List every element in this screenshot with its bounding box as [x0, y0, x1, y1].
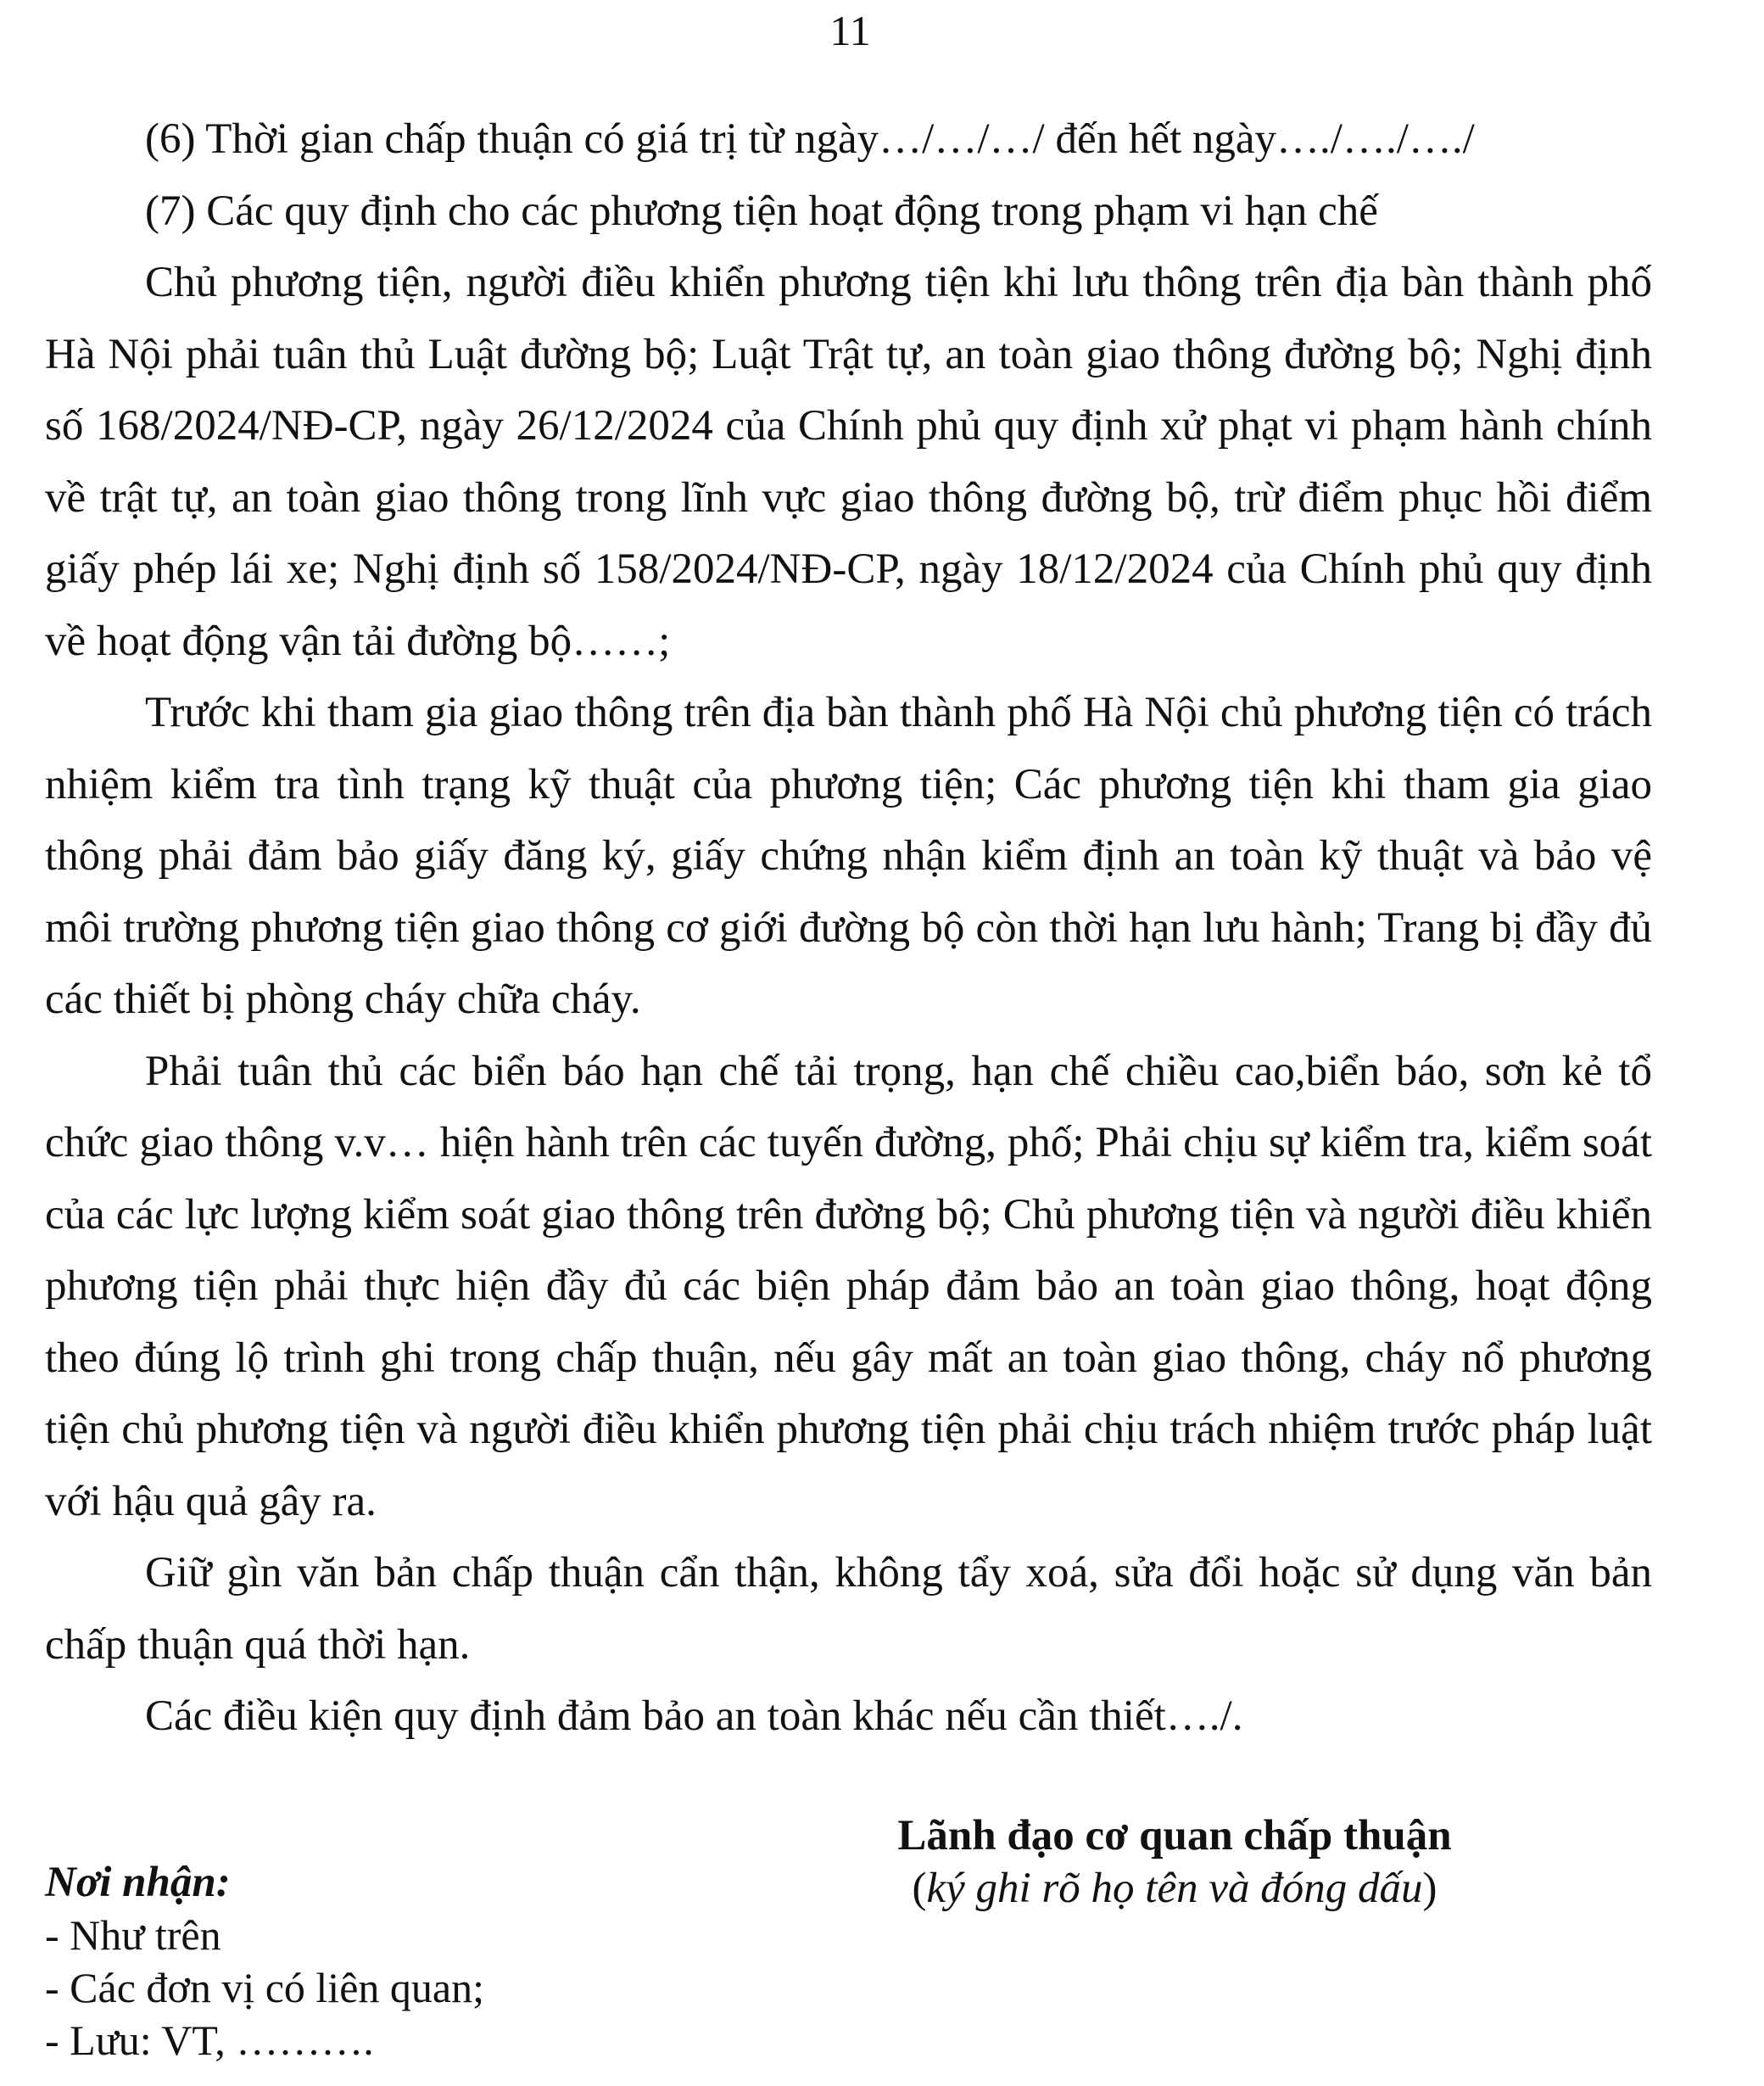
recipients-block: [45, 1856, 808, 2066]
paragraph-traffic-signs: Phải tuân thủ các biển báo hạn chế tải trọng, hạn chế chiều cao,biển báo, sơn kẻ tổ chức giao thông v.v… hiện hành trên các tuyến đường, phố; Phải chịu sự kiểm tra, kiểm soát của các lực lượng kiểm soát giao thông trên đường bộ; Chủ phương tiện và người điều khiển phương tiện phải thực hiện đầy đủ các biện pháp đảm bảo an toàn giao thông, hoạt động theo đúng lộ trình ghi trong chấp thuận, nếu gây mất an toàn giao thông, cháy nổ phương tiện chủ phương tiện và người điều khiển phương tiện phải chịu trách nhiệm trước pháp luật với hậu quả gây ra.: [45, 1047, 1652, 1525]
paragraph-approval-period: (6) Thời gian chấp thuận có giá trị từ ngày…/…/…/ đến hết ngày…./…./…./: [145, 115, 1475, 163]
signature-title: Lãnh đạo cơ quan chấp thuận: [897, 1812, 1452, 1860]
paragraph-legal-compliance: Chủ phương tiện, người điều khiển phương tiện khi lưu thông trên địa bàn thành phố Hà Nội phải tuân thủ Luật đường bộ; Luật Trật tự, an toàn giao thông đường bộ; Nghị định số 168/2024/NĐ-CP, ngày 26/12/2024 của Chính phủ quy định xử phạt vi phạm hành chính về trật tự, an toàn giao thông trong lĩnh vực giao thông đường bộ, trừ điểm phục hồi điểm giấy phép lái xe; Nghị định số 158/2024/NĐ-CP, ngày 18/12/2024 của Chính phủ quy định về hoạt động vận tải đường bộ……;: [45, 259, 1652, 665]
paragraph-vehicle-inspection: Trước khi tham gia giao thông trên địa bàn thành phố Hà Nội chủ phương tiện có trách nhiệm kiểm tra tình trạng kỹ thuật của phương tiện; Các phương tiện khi tham gia giao thông phải đảm bảo giấy đăng ký, giấy chứng nhận kiểm định an toàn kỹ thuật và bảo vệ môi trường phương tiện giao thông cơ giới đường bộ còn thời hạn lưu hành; Trang bị đầy đủ các thiết bị phòng cháy chữa cháy.: [45, 689, 1652, 1023]
signature-note-open: (: [912, 1865, 927, 1912]
paragraph-other-conditions: Các điều kiện quy định đảm bảo an toàn khác nếu cần thiết…./.: [145, 1692, 1243, 1740]
signature-note-text: ký ghi rõ họ tên và đóng dấu: [926, 1865, 1423, 1912]
paragraph-document-preservation: Giữ gìn văn bản chấp thuận cẩn thận, không tẩy xoá, sửa đổi hoặc sử dụng văn bản chấp thuận quá thời hạn.: [45, 1549, 1652, 1669]
signature-note: [848, 1862, 1501, 1915]
document-body: [45, 103, 1652, 1753]
recipient-item: - Như trên: [45, 1911, 221, 1959]
recipients-heading: Nơi nhận:: [45, 1859, 231, 1906]
page-number: 11: [829, 7, 871, 54]
recipient-item: - Lưu: VT, ……….: [45, 2016, 374, 2064]
signature-block: [848, 1809, 1501, 1915]
signature-note-close: ): [1422, 1865, 1437, 1912]
paragraph-regulations-heading: (7) Các quy định cho các phương tiện hoạt động trong phạm vi hạn chế: [145, 187, 1378, 235]
recipient-item: - Các đơn vị có liên quan;: [45, 1964, 484, 2011]
